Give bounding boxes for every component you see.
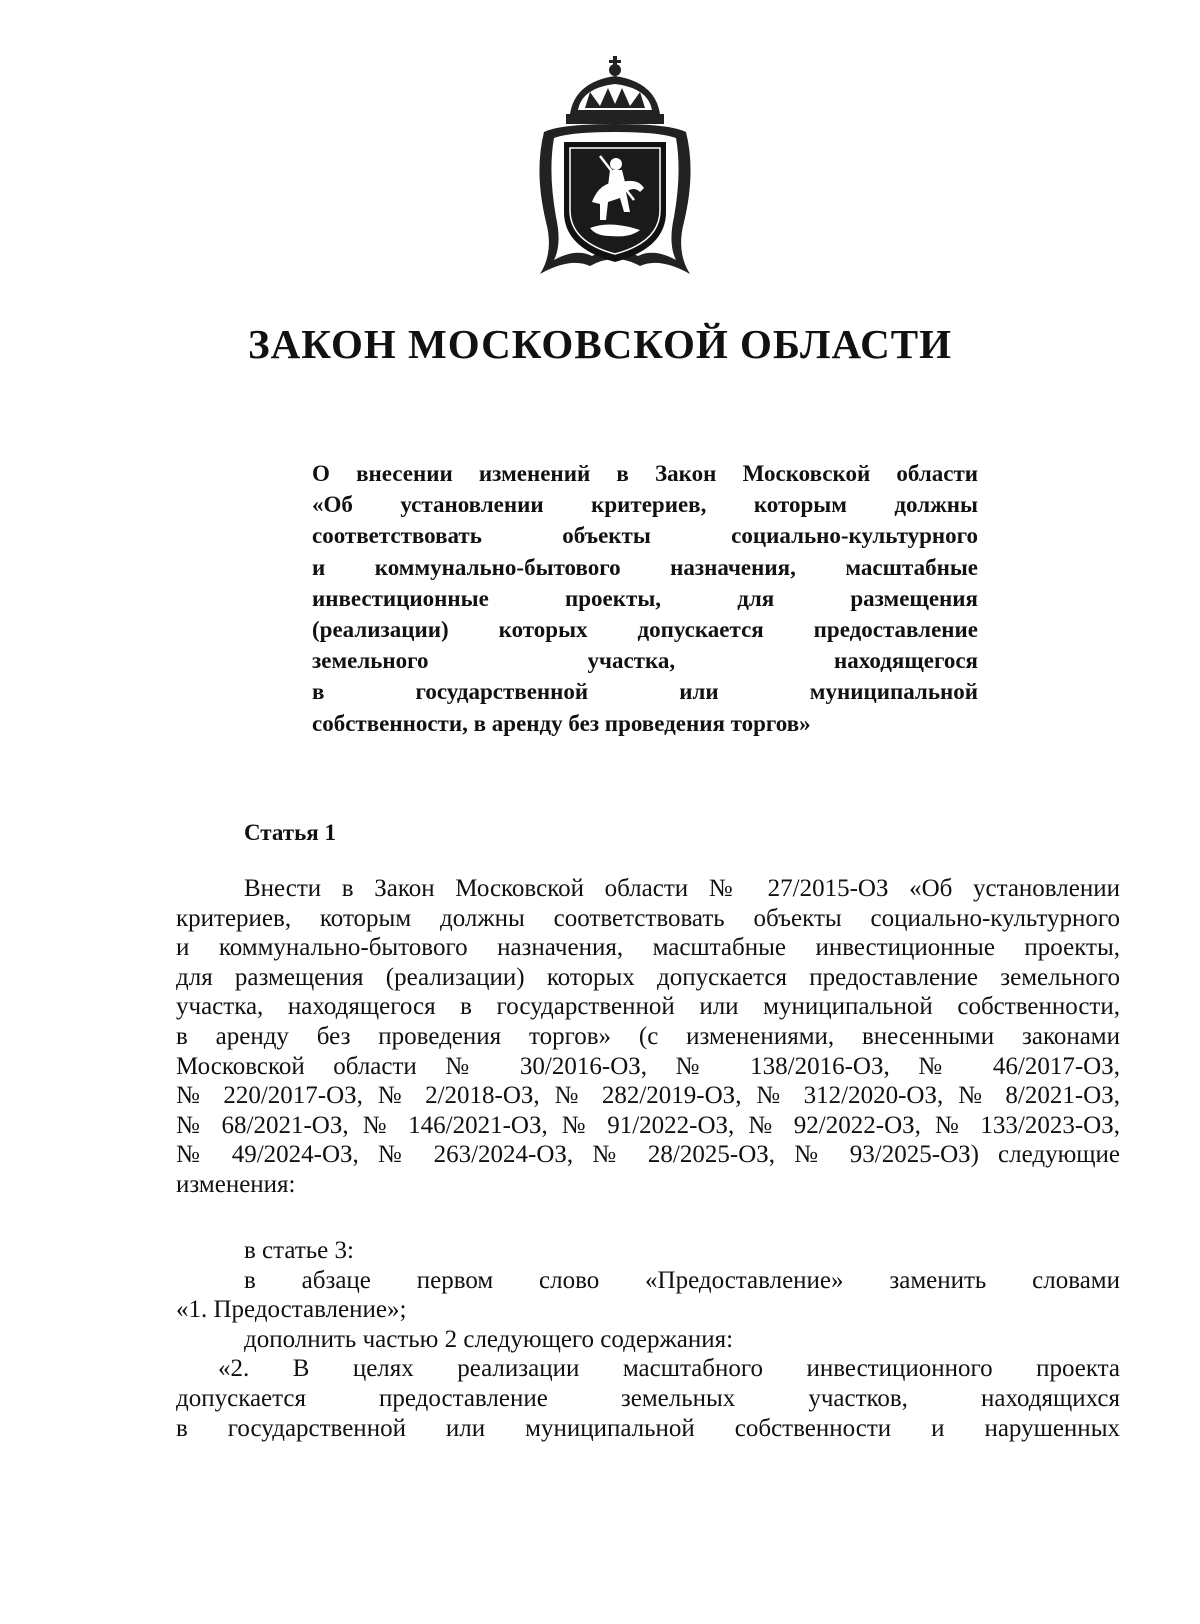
paragraph-line: в статье 3: (244, 1237, 354, 1264)
paragraph-line: Внести в Закон Московской области № 27/2015-ОЗ «Об установлении (244, 875, 1120, 902)
paragraph-line: «1. Предоставление»; (176, 1296, 407, 1324)
paragraph-line: изменения: (176, 1170, 296, 1198)
article-heading: Статья 1 (244, 820, 336, 845)
subject-line: (реализации) которых допускается предоставление (312, 616, 978, 642)
paragraph-line: № 220/2017-ОЗ, № 2/2018-ОЗ, № 282/2019-ОЗ, № 312/2020-ОЗ, № 8/2021-ОЗ, (176, 1082, 1120, 1110)
subject-line: земельного участка, находящегося (312, 648, 978, 674)
subject-line: инвестиционные проекты, для размещения (312, 585, 978, 611)
paragraph-line: «2. В целях реализации масштабного инвестиционного проекта (218, 1355, 1120, 1383)
paragraph-line: и коммунально-бытового назначения, масштабные инвестиционные проекты, (176, 934, 1120, 962)
coat-of-arms-emblem (530, 52, 700, 277)
law-subject-heading (312, 458, 978, 739)
law-title: ЗАКОН МОСКОВСКОЙ ОБЛАСТИ (248, 321, 952, 367)
paragraph-line: в аренду без проведения торгов» (с изменениями, внесенными законами (176, 1022, 1120, 1050)
paragraph-line: участка, находящегося в государственной или муниципальной собственности, (176, 993, 1120, 1021)
crown-icon (566, 56, 664, 124)
article-intro-paragraph (176, 874, 1120, 1200)
article-changes-paragraph (176, 1236, 1120, 1443)
paragraph-line: № 68/2021-ОЗ, № 146/2021-ОЗ, № 91/2022-ОЗ, № 92/2022-ОЗ, № 133/2023-ОЗ, (176, 1111, 1120, 1139)
subject-line: в государственной или муниципальной (312, 679, 978, 705)
paragraph-line: в абзаце первом слово «Предоставление» заменить словами (244, 1266, 1120, 1294)
paragraph-line: № 49/2024-ОЗ, № 263/2024-ОЗ, № 28/2025-ОЗ, № 93/2025-ОЗ) следующие (176, 1141, 1120, 1169)
paragraph-line: Московской области № 30/2016-ОЗ, № 138/2016-ОЗ, № 46/2017-ОЗ, (176, 1052, 1120, 1080)
subject-line: соответствовать объекты социально-культурного (312, 523, 978, 549)
subject-line: «Об установлении критериев, которым должны (312, 492, 978, 518)
paragraph-line: дополнить частью 2 следующего содержания: (244, 1325, 734, 1353)
subject-line: и коммунально-бытового назначения, масштабные (312, 554, 978, 580)
subject-line: О внесении изменений в Закон Московской области (312, 461, 978, 486)
paragraph-line: в государственной или муниципальной собственности и нарушенных (176, 1414, 1120, 1442)
paragraph-line: для размещения (реализации) которых допускается предоставление земельного (176, 963, 1120, 991)
paragraph-line: критериев, которым должны соответствовать объекты социально-культурного (176, 904, 1120, 932)
subject-line: собственности, в аренду без проведения торгов» (312, 710, 811, 736)
paragraph-line: допускается предоставление земельных участков, находящихся (176, 1384, 1120, 1412)
